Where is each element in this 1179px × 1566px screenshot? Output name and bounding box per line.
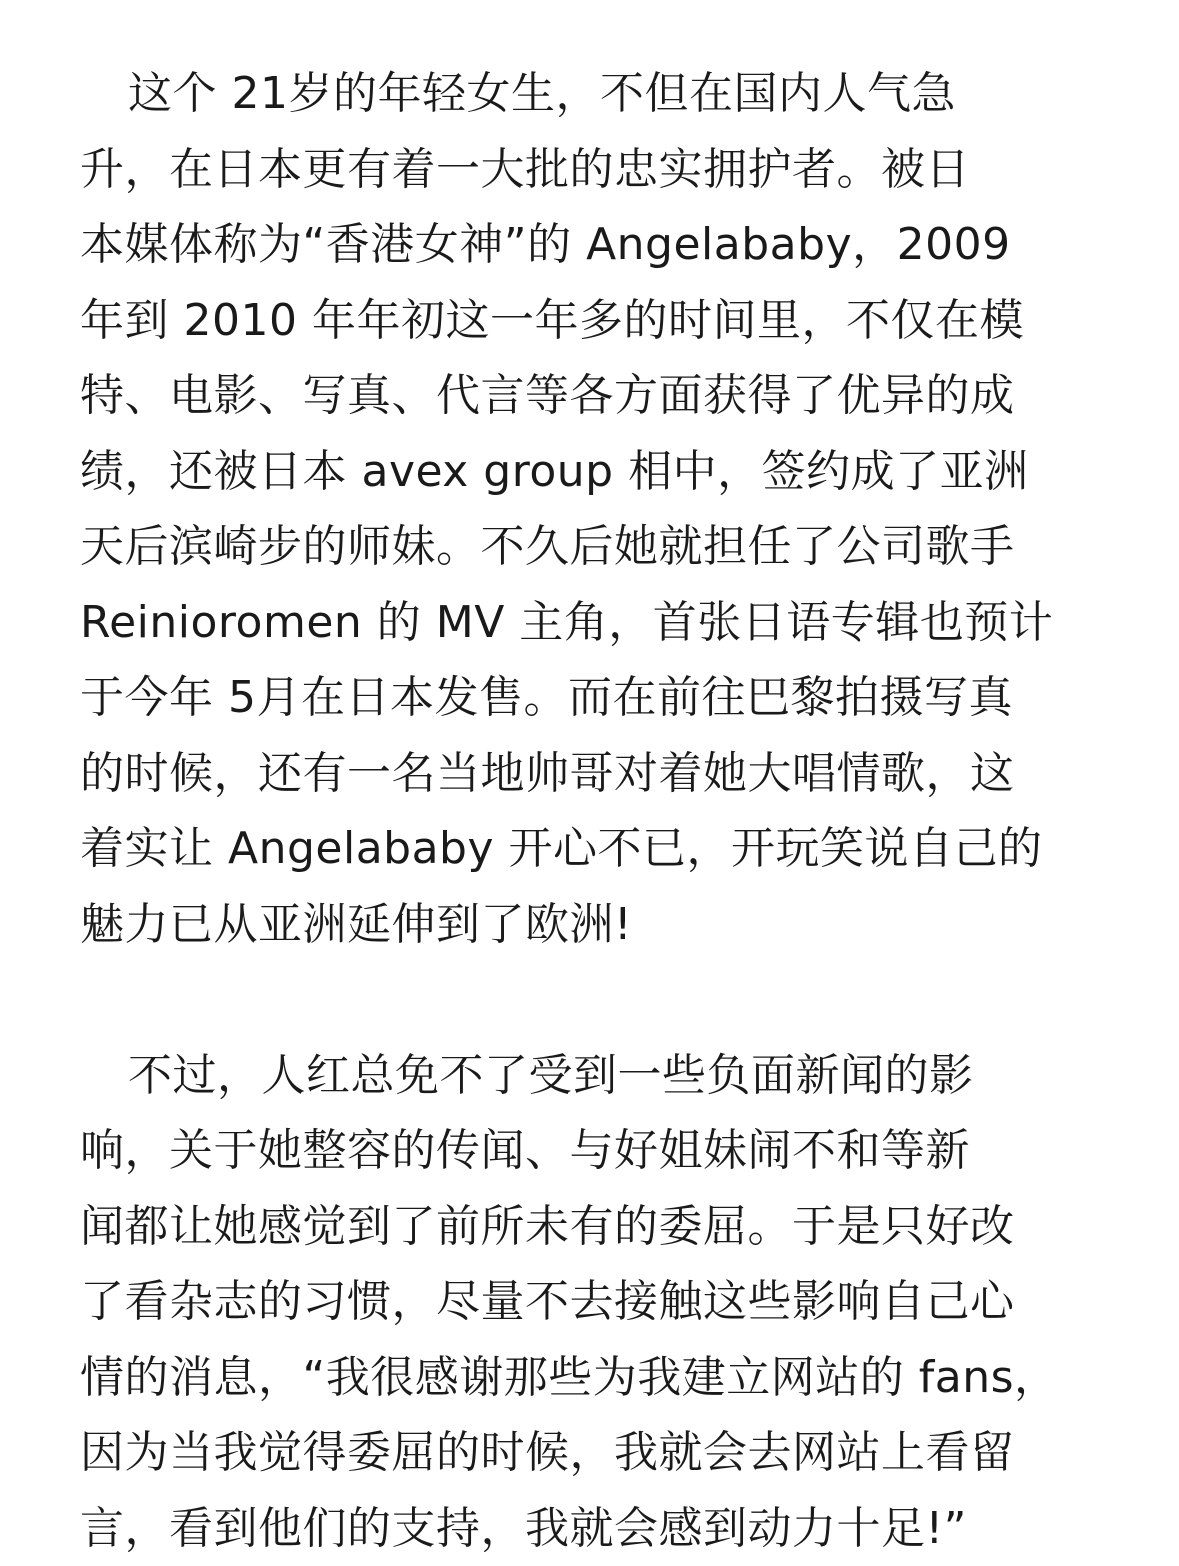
text-line: 响，关于她整容的传闻、与好姐妹闹不和等新 <box>80 1113 1080 1189</box>
text-line: 本媒体称为“香港女神”的 Angelababy，2009 <box>80 207 1080 283</box>
text-line: 绩，还被日本 avex group 相中，签约成了亚洲 <box>80 434 1080 510</box>
text-line: 闻都让她感觉到了前所未有的委屈。于是只好改 <box>80 1189 1080 1265</box>
paragraph-1 <box>80 56 1080 962</box>
text-line: 了看杂志的习惯，尽量不去接触这些影响自己心 <box>80 1264 1080 1340</box>
text-line: 于今年 5月在日本发售。而在前往巴黎拍摄写真 <box>80 660 1080 736</box>
paragraph-2 <box>80 1038 1080 1566</box>
text-line: 言，看到他们的支持，我就会感到动力十足!” <box>80 1491 1080 1566</box>
text-line: 不过，人红总免不了受到一些负面新闻的影 <box>80 1038 1080 1114</box>
text-line: 情的消息，“我很感谢那些为我建立网站的 fans， <box>80 1340 1080 1416</box>
text-line: 升，在日本更有着一大批的忠实拥护者。被日 <box>80 132 1080 208</box>
text-line: 魅力已从亚洲延伸到了欧洲! <box>80 887 1080 963</box>
text-line: Reinioromen 的 MV 主角，首张日语专辑也预计 <box>80 585 1080 661</box>
text-line: 这个 21岁的年轻女生，不但在国内人气急 <box>80 56 1080 132</box>
text-line: 着实让 Angelababy 开心不已，开玩笑说自己的 <box>80 811 1080 887</box>
text-line: 天后滨崎步的师妹。不久后她就担任了公司歌手 <box>80 509 1080 585</box>
text-line: 的时候，还有一名当地帅哥对着她大唱情歌，这 <box>80 736 1080 812</box>
article-body <box>80 56 1080 1566</box>
text-line: 年到 2010 年年初这一年多的时间里，不仅在模 <box>80 283 1080 359</box>
paragraph-gap <box>80 962 1080 1038</box>
text-line: 因为当我觉得委屈的时候，我就会去网站上看留 <box>80 1415 1080 1491</box>
text-line: 特、电影、写真、代言等各方面获得了优异的成 <box>80 358 1080 434</box>
